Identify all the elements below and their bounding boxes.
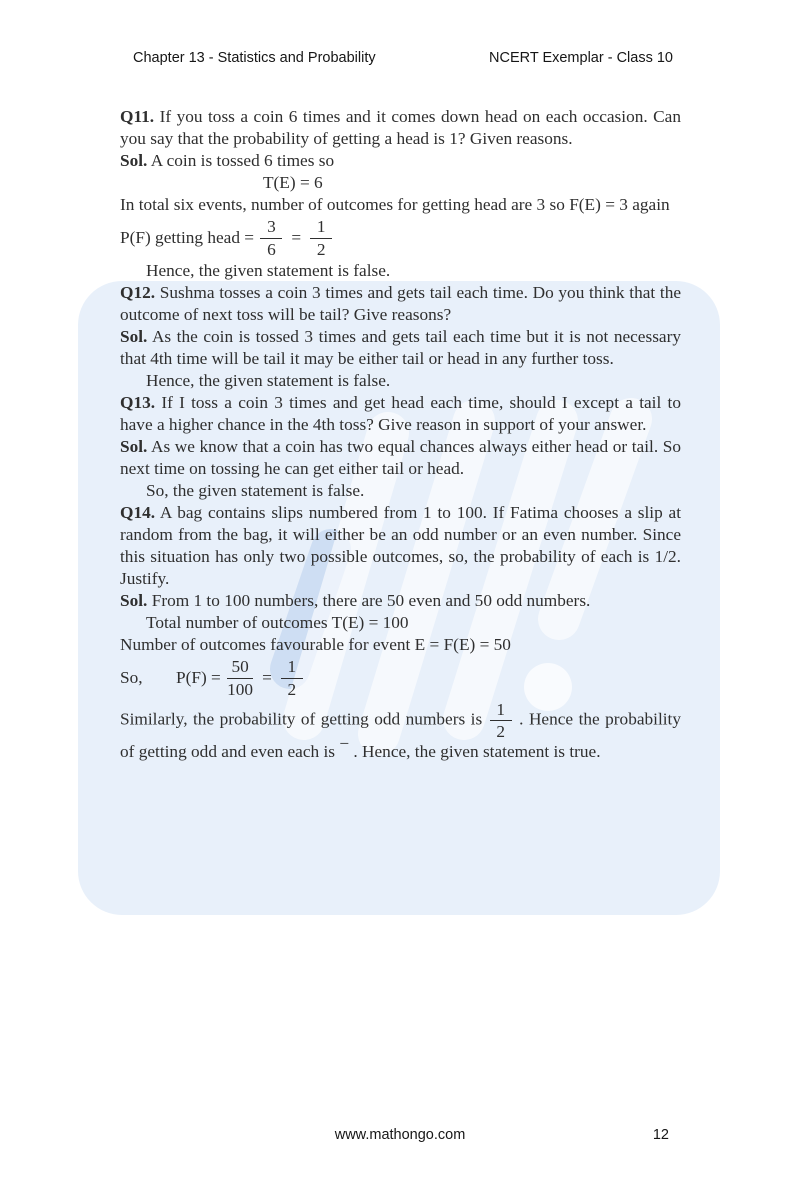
q13-label: Q13. <box>120 393 156 412</box>
q14-favourable-outcomes-line: Number of outcomes favourable for event E = F(E) = 50 <box>120 635 511 654</box>
q12-label: Q12. <box>120 283 156 302</box>
so-word: So, <box>120 668 143 687</box>
q14-question: Q14. A bag contains slips numbered from 1 to 100. If Fatima chooses a slip at random from the bag, it will either be an odd number or an even number. Since this situation has only two possible outcomes, so, the probability of each is 1/2. Justify. <box>120 503 681 588</box>
fraction-50-100: $\frac{50}{100}$ <box>227 656 254 699</box>
header-chapter-title: Chapter 13 - Statistics and Probability <box>133 50 376 66</box>
q11-label: Q11. <box>120 107 155 126</box>
footer-website: www.mathongo.com <box>334 1127 466 1143</box>
q11-sol-label: Sol. <box>120 151 148 170</box>
q14-similarly-paragraph: Similarly, the probability of getting odd numbers is $\frac{1}{2}$ . Hence the probability of getting odd and even each is − . Hence, the given statement is true. <box>120 700 681 761</box>
q12-conclusion: Hence, the given statement is false. <box>146 371 391 390</box>
q11-solution: Sol. A coin is tossed 6 times so <box>120 151 335 170</box>
q12-solution: Sol. As the coin is tossed 3 times and gets tail each time but it is not necessary that 4th time will be tail it may be either tail or head in any further toss. <box>120 327 681 368</box>
page-header <box>133 50 673 66</box>
inline-fraction-1-2: $\frac{1}{2}$ <box>490 700 512 741</box>
q11-solution-para2: In total six events, number of outcomes for getting head are 3 so F(E) = 3 again <box>120 195 670 214</box>
q11-probability-formula: P(F) getting head = $\frac{3}{6}$ = $\frac{1}{2}$ <box>120 216 681 260</box>
q14-probability-formula: So, P(F) = $\frac{50}{100}$ = $\frac{1}{2}$ <box>120 656 681 700</box>
q14-solution: Sol. From 1 to 100 numbers, there are 50 even and 50 odd numbers. <box>120 591 591 610</box>
footer-page-number: 12 <box>652 1127 669 1143</box>
fraction-1-2: $\frac{1}{2}$ <box>281 657 303 700</box>
q11-question: Q11. If you toss a coin 6 times and it comes down head on each occasion. Can you say that the probability of getting a head is 1? Given reasons. <box>120 107 681 148</box>
header-book-title: NCERT Exemplar - Class 10 <box>489 50 673 66</box>
q11-equation-te: T(E) = 6 <box>263 173 323 192</box>
page-content <box>120 106 681 763</box>
raised-dash: − <box>339 734 350 754</box>
q13-question: Q13. If I toss a coin 3 times and get head each time, should I except a tail to have a higher chance in the 4th toss? Give reason in support of your answer. <box>120 393 681 434</box>
q14-total-outcomes-line: Total number of outcomes T(E) = 100 <box>146 613 409 632</box>
q13-conclusion: So, the given statement is false. <box>146 481 365 500</box>
q14-label: Q14. <box>120 503 156 522</box>
q14-sol-label: Sol. <box>120 591 148 610</box>
q13-sol-label: Sol. <box>120 437 148 456</box>
q12-sol-label: Sol. <box>120 327 148 346</box>
q11-conclusion: Hence, the given statement is false. <box>146 261 391 280</box>
q12-question: Q12. Sushma tosses a coin 3 times and gets tail each time. Do you think that the outcome of next toss will be tail? Give reasons? <box>120 283 682 324</box>
fraction-3-6: $\frac{3}{6}$ <box>260 217 282 260</box>
fraction-1-2: $\frac{1}{2}$ <box>310 217 332 260</box>
q13-solution: Sol. As we know that a coin has two equal chances always either head or tail. So next time on tossing he can get either tail or head. <box>120 437 681 478</box>
